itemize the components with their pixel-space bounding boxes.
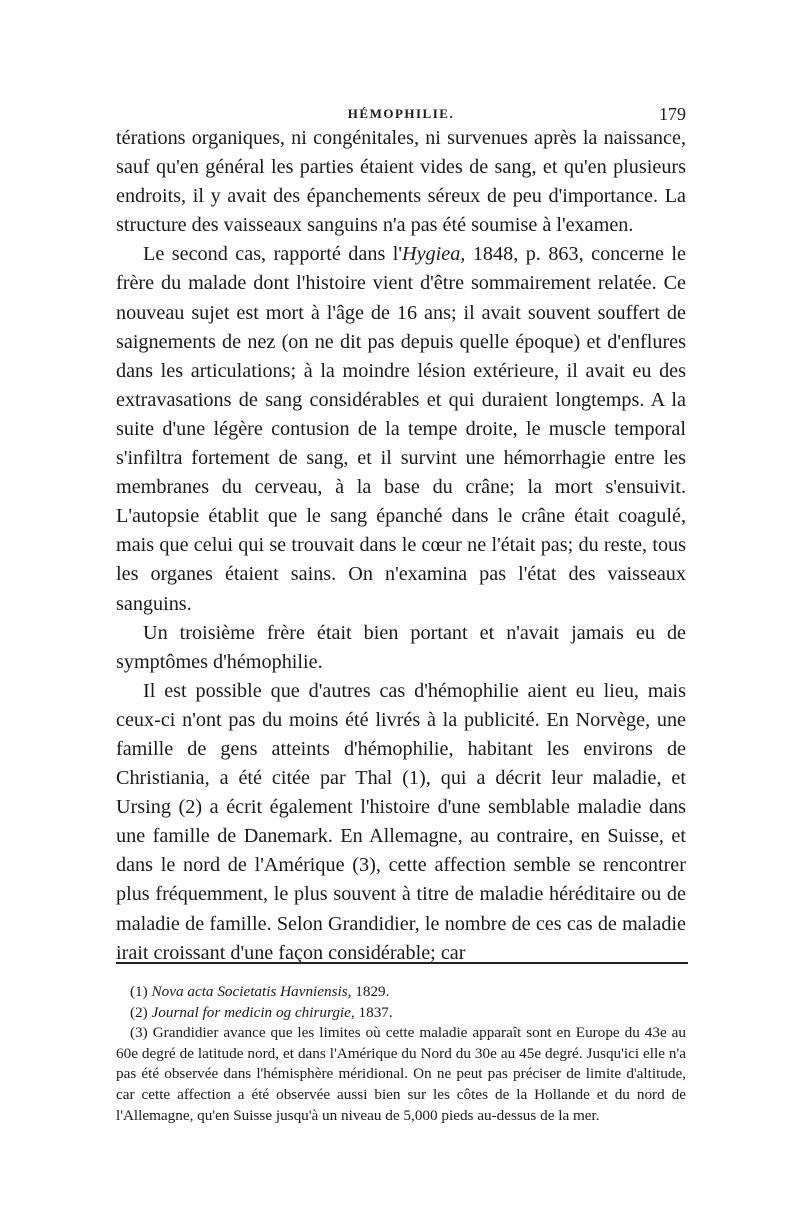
paragraph-2 bbox=[116, 240, 686, 618]
footnotes bbox=[116, 982, 686, 1126]
footnote-1-year: 1829. bbox=[351, 983, 390, 1000]
page-number: 179 bbox=[659, 104, 686, 124]
footnote-2-title: Journal for medicin og chirurgie, bbox=[151, 1003, 355, 1021]
footnote-2 bbox=[116, 1003, 686, 1024]
footnote-1-number: (1) bbox=[130, 983, 148, 1000]
paragraph-2-start: Le second cas, rapporté dans l' bbox=[143, 243, 403, 266]
paragraph-3: Un troisième frère était bien portant et n'avait jamais eu de symptômes d'hémophilie. bbox=[116, 621, 686, 673]
footnote-rule bbox=[116, 962, 688, 964]
footnote-1 bbox=[116, 982, 686, 1003]
footnote-3-number: (3) bbox=[130, 1024, 148, 1042]
main-text bbox=[116, 124, 686, 968]
paragraph-2-rest: 1848, p. 863, concerne le frère du malade dont l'histoire vient d'être sommairement relatée. Ce nouveau sujet est mort à l'âge de 16 ans; il avait souvent souffert de saignements de nez (on ne dit pas depuis quelle époque) et d'enflures dans les articulations; à la moindre lésion extérieure, il avait eu des extravasations de sang considérables et qui duraient longtemps. A la suite d'une légère contusion de la tempe droite, le muscle temporal s'infiltra fortement de sang, et il survint une hémorrhagie entre les membranes du cerveau, à la base du crâne; la mort s'ensuivit. L'autopsie établit que le sang épanché dans le crâne était coagulé, mais que celui qui se trouvait dans le cœur ne l'était pas; du reste, tous les organes étaient sains. On n'examina pas l'état des vaisseaux sanguins. bbox=[116, 243, 686, 615]
journal-title-hygiea: Hygiea, bbox=[402, 243, 466, 266]
footnote-2-number: (2) bbox=[130, 1003, 148, 1021]
footnote-2-year: 1837. bbox=[354, 1003, 393, 1021]
footnote-1-title: Nova acta Societatis Havniensis, bbox=[151, 983, 352, 1000]
paragraph-4: Il est possible que d'autres cas d'hémophilie aient eu lieu, mais ceux-ci n'ont pas du moins été livrés à la publicité. En Norvège, une famille de gens atteints d'hémophilie, habitant les environs de Christiania, a été citée par Thal (1), qui a décrit leur maladie, et Ursing (2) a écrit également l'histoire d'une semblable maladie dans une famille de Danemark. En Allemagne, au contraire, en Suisse, et dans le nord de l'Amérique (3), cette affection semble se rencontrer plus fréquemment, le plus souvent à titre de maladie héréditaire ou de maladie de famille. Selon Grandidier, le nombre de ces cas de maladie irait croissant d'une façon considérable; car bbox=[116, 679, 686, 964]
running-title: HÉMOPHILIE. bbox=[347, 106, 455, 121]
footnote-3-text: Grandidier avance que les limites où cette maladie apparaît sont en Europe du 43e au 60e degré de latitude nord, et dans l'Amérique du Nord du 30e au 45e degré. Jusqu'ici elle n'a pas été observée dans l'hémisphère méridional. On ne peut pas préciser de limite d'altitude, car cette affection a été observée aussi bien sur les côtes de la Hollande et du nord de l'Allemagne, qu'en Suisse jusqu'à un niveau de 5,000 pieds au-dessus de la mer. bbox=[116, 1024, 686, 1124]
running-head bbox=[116, 104, 686, 126]
paragraph-1: térations organiques, ni congénitales, ni survenues après la naissance, sauf qu'en général les parties étaient vides de sang, et qu'en plusieurs endroits, il y avait des épanchements séreux de peu d'importance. La structure des vaisseaux sanguins n'a pas été soumise à l'examen. bbox=[116, 127, 686, 237]
footnote-3 bbox=[116, 1023, 686, 1126]
